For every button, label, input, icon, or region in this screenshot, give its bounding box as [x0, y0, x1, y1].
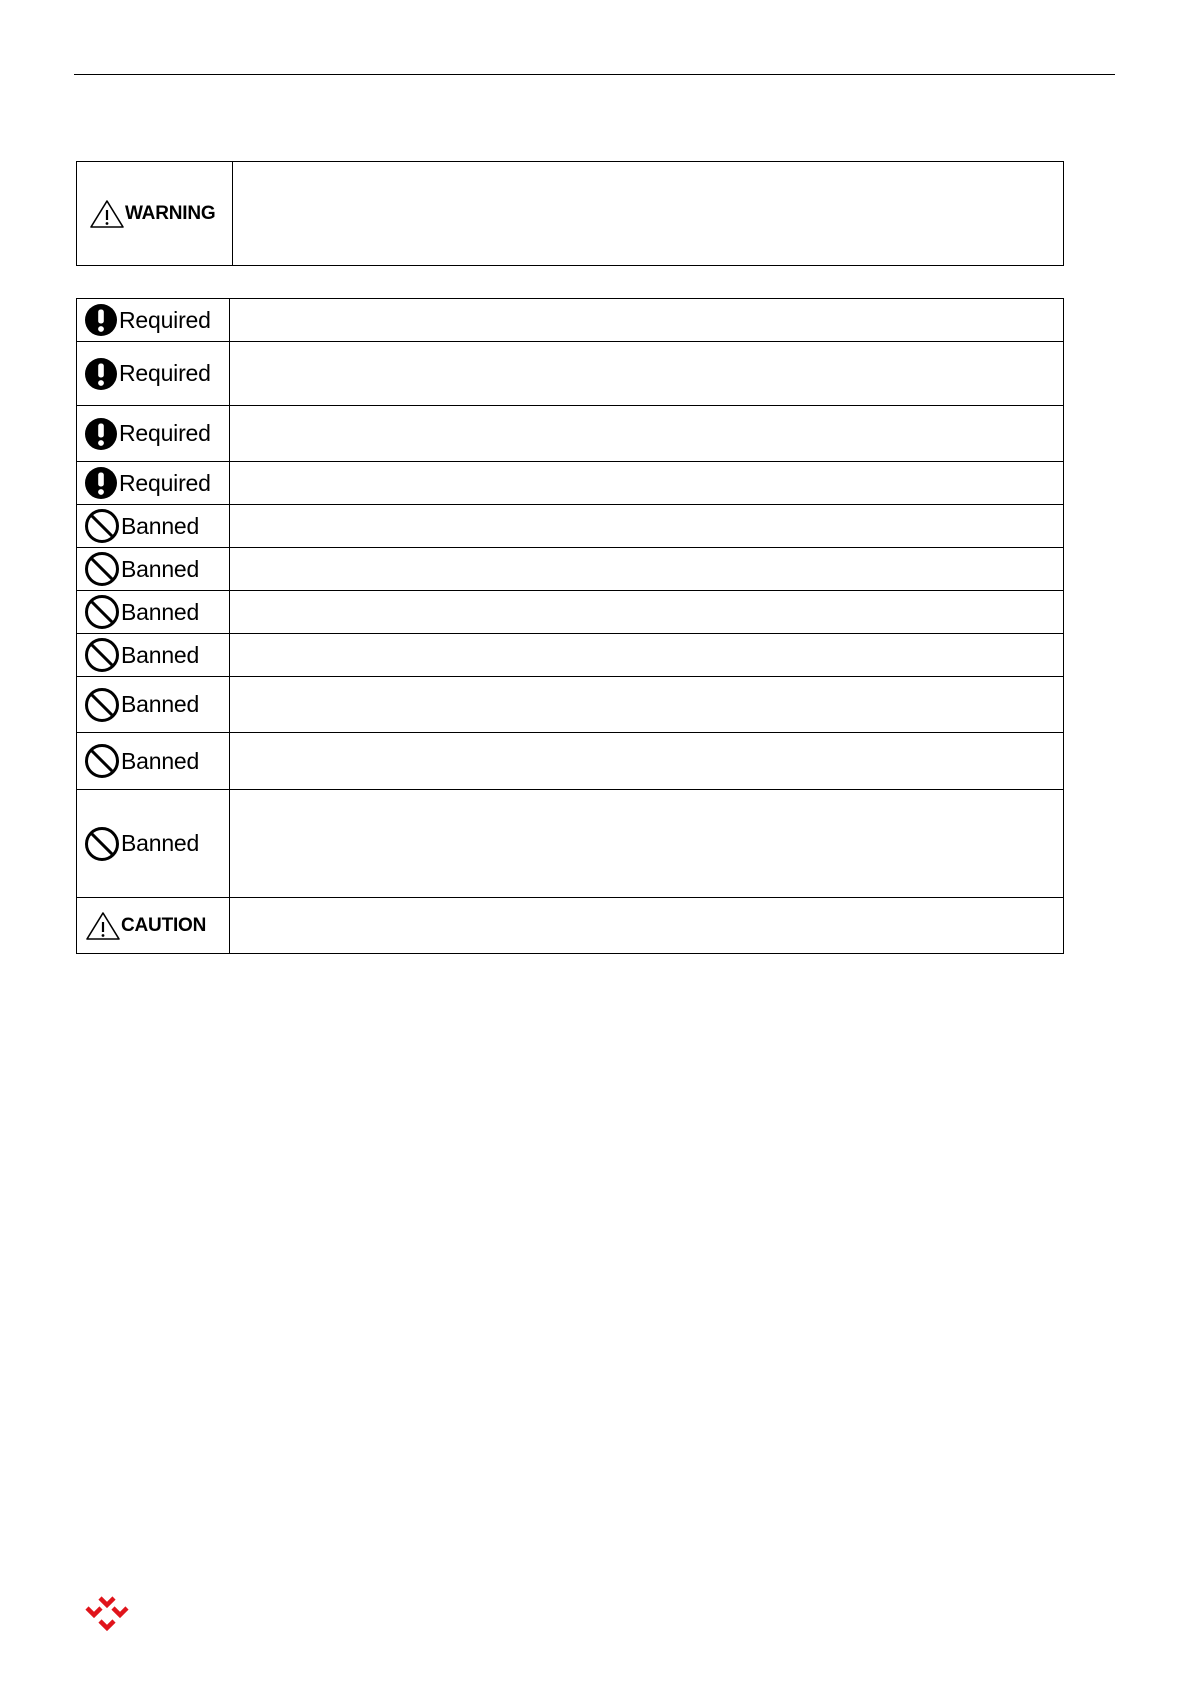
banned-label-cell: [77, 548, 230, 591]
required-label-cell: [77, 342, 230, 406]
banned-label: Banned: [121, 555, 200, 582]
caution-label-cell: [77, 898, 230, 954]
required-rule-description: [230, 342, 1064, 406]
required-rule-row: [77, 342, 1064, 406]
banned-rule-description: [230, 505, 1064, 548]
banned-rule-description: [230, 591, 1064, 634]
required-label: Required: [119, 360, 211, 386]
banned-rule-row: [77, 634, 1064, 677]
banned-label-cell: [77, 634, 230, 677]
banned-rule-description: [230, 548, 1064, 591]
prohibition-icon: [84, 508, 120, 544]
required-label-cell: [77, 462, 230, 505]
banned-rule-row: [77, 548, 1064, 591]
banned-label: Banned: [121, 598, 200, 625]
warning-triangle-icon: [85, 911, 121, 941]
caution-rule-row: [77, 898, 1064, 954]
banned-label-cell: [77, 733, 230, 790]
prohibition-icon: [84, 637, 120, 673]
warning-description: [233, 162, 1064, 266]
required-label: Required: [119, 306, 211, 333]
banned-label: Banned: [121, 641, 200, 668]
banned-label-cell: [77, 591, 230, 634]
exclamation-circle-icon: [84, 417, 118, 451]
banned-rule-description: [230, 677, 1064, 733]
banned-label-cell: [77, 677, 230, 733]
exclamation-circle-icon: [84, 466, 118, 500]
prohibition-icon: [84, 743, 120, 779]
brand-chevron-logo-icon: [83, 1595, 131, 1639]
prohibition-icon: [84, 826, 120, 862]
required-rule-description: [230, 406, 1064, 462]
exclamation-circle-icon: [84, 357, 118, 391]
warning-label: WARNING: [125, 202, 216, 224]
prohibition-icon: [84, 687, 120, 723]
banned-label: Banned: [121, 830, 200, 856]
required-rule-row: [77, 462, 1064, 505]
banned-rule-row: [77, 790, 1064, 898]
banned-label: Banned: [121, 512, 200, 539]
required-label-cell: [77, 299, 230, 342]
caution-rule-description: [230, 898, 1064, 954]
prohibition-icon: [84, 551, 120, 587]
banned-rule-row: [77, 591, 1064, 634]
required-rule-row: [77, 299, 1064, 342]
required-label: Required: [119, 469, 211, 496]
warning-label-cell: [77, 162, 233, 266]
banned-rule-row: [77, 505, 1064, 548]
required-label: Required: [119, 420, 211, 446]
required-rule-description: [230, 462, 1064, 505]
prohibition-icon: [84, 594, 120, 630]
required-rule-description: [230, 299, 1064, 342]
safety-rules-table: [76, 298, 1064, 954]
banned-label: Banned: [121, 691, 200, 717]
banned-rule-row: [77, 677, 1064, 733]
exclamation-circle-icon: [84, 303, 118, 337]
required-label-cell: [77, 406, 230, 462]
warning-table: [76, 161, 1064, 266]
banned-rule-description: [230, 790, 1064, 898]
banned-rule-description: [230, 634, 1064, 677]
warning-triangle-icon: [89, 199, 125, 229]
banned-label-cell: [77, 505, 230, 548]
banned-rule-row: [77, 733, 1064, 790]
banned-label: Banned: [121, 747, 200, 774]
header-rule: [74, 74, 1115, 75]
warning-row: [77, 162, 1064, 266]
banned-label-cell: [77, 790, 230, 898]
caution-label: CAUTION: [121, 914, 207, 936]
required-rule-row: [77, 406, 1064, 462]
banned-rule-description: [230, 733, 1064, 790]
